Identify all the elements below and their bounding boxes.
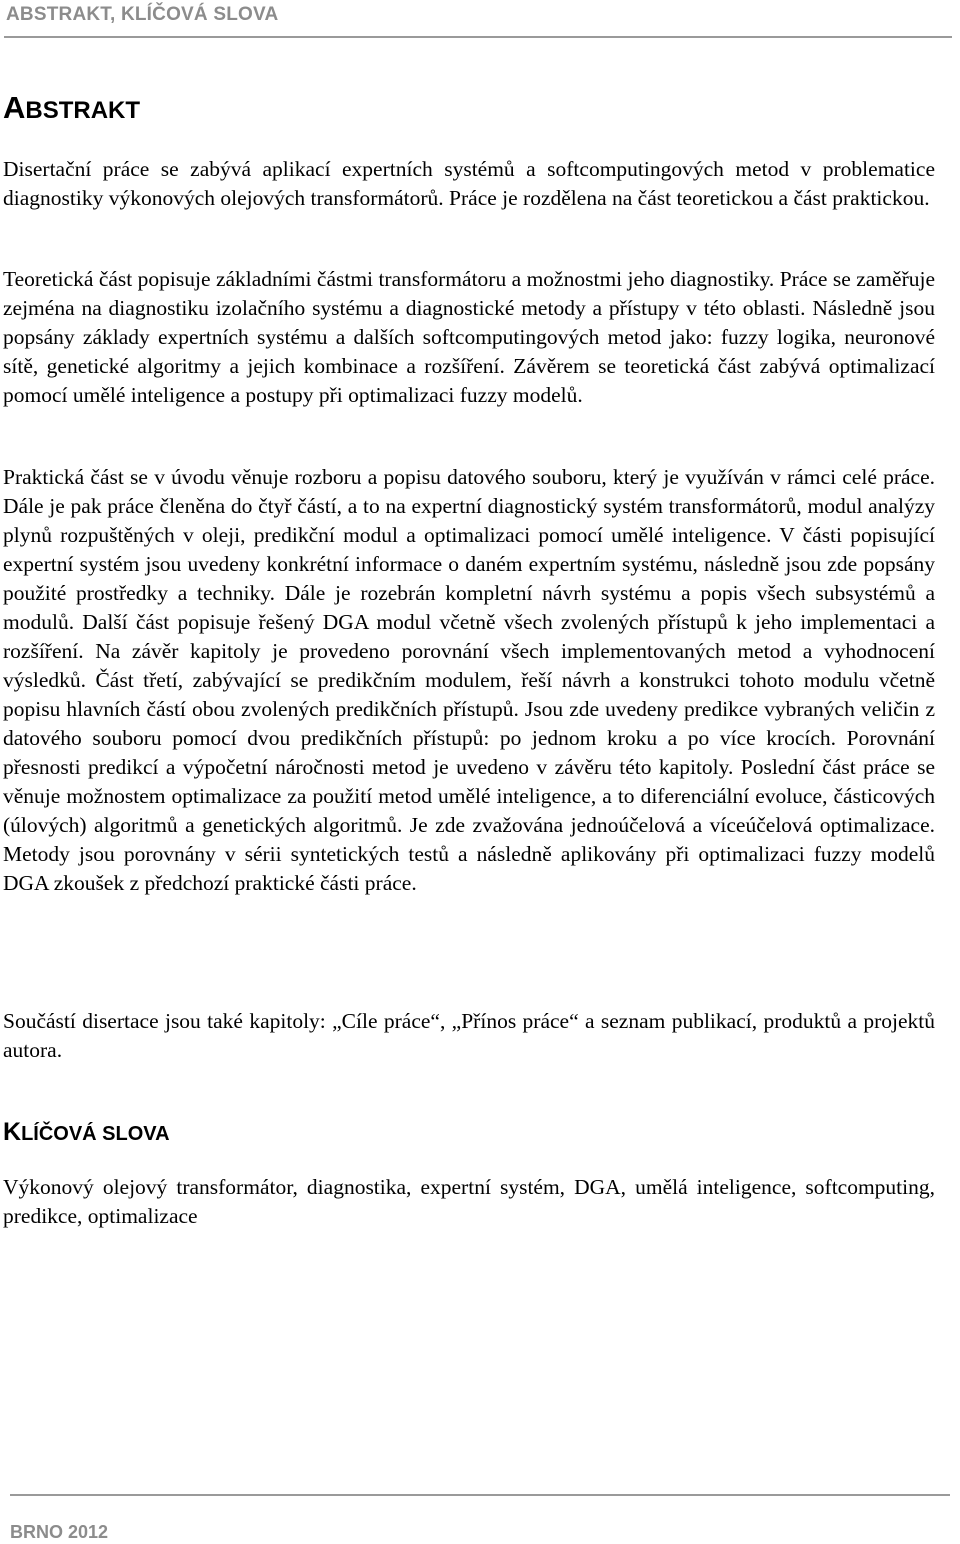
keywords-text: Výkonový olejový transformátor, diagnostika, expertní systém, DGA, umělá inteligence, softcomputing, predikce, optimalizace <box>3 1175 935 1228</box>
abstract-heading-initial: A <box>3 90 26 125</box>
keywords-heading-initial: K <box>3 1118 22 1146</box>
keywords-heading <box>3 1118 170 1147</box>
header-rule <box>4 36 952 38</box>
abstract-paragraph: Teoretická část popisuje základními částmi transformátoru a možnostmi jeho diagnostiky. Práce se zaměřuje zejména na diagnostiku izolačního systému a diagnostické metody a přístupy v této oblasti. Následně jsou popsány základy expertních systému a dalších softcomputingových metod jako: fuzzy logika, neuronové sítě, genetické algoritmy a jejich kombinace a rozšíření. Závěrem se teoretická část zabývá optimalizací pomocí umělé inteligence a postupy při optimalizaci fuzzy modelů. <box>3 267 935 407</box>
running-header: ABSTRAKT, KLÍČOVÁ SLOVA <box>6 4 279 25</box>
keywords-heading-rest: LÍČOVÁ SLOVA <box>21 1123 170 1145</box>
abstract-heading-rest: BSTRAKT <box>25 97 141 124</box>
abstract-heading <box>3 90 140 126</box>
abstract-paragraph: Součástí disertace jsou také kapitoly: „Cíle práce“, „Přínos práce“ a seznam publikací, produktů a projektů autora. <box>3 1009 935 1062</box>
abstract-paragraph: Disertační práce se zabývá aplikací expertních systémů a softcomputingových metod v problematice diagnostiky výkonových olejových transformátorů. Práce je rozdělena na část teoretickou a část praktickou. <box>3 157 935 210</box>
footer-text: BRNO 2012 <box>10 1522 109 1542</box>
abstract-paragraph: Praktická část se v úvodu věnuje rozboru a popisu datového souboru, který je využíván v rámci celé práce. Dále je pak práce členěna do čtyř částí, a to na expertní diagnostický systém transformátorů, modul analýzy plynů rozpuštěných v oleji, predikční modul a optimalizaci pomocí umělé inteligence. V části popisující expertní systém jsou uvedeny konkrétní informace o daném expertním systému, následně jsou zde popsány použité prostředky a techniky. Dále je rozebrán kompletní návrh systému a popis všech subsystémů a modulů. Další část popisuje řešený DGA modul včetně všech zvolených přístupů k jeho implementaci a rozšíření. Na závěr kapitoly je provedeno porovnání všech implementovaných metod a vyhodnocení výsledků. Část třetí, zabývající se predikčním modulem, řeší návrh a konstrukci tohoto modulu včetně popisu hlavních částí obou zvolených predikčních přístupů. Jsou zde uvedeny predikce vybraných veličin z datového souboru pomocí dvou predikčních přístupů: po jednom kroku a po více krocích. Porovnání přesnosti predikcí a výpočetní náročnosti metod je uvedeno v závěru této kapitoly. Poslední část práce se věnuje možnostem optimalizace za použití metod umělé inteligence, a to diferenciální evoluce, částicových (úlových) algoritmů a genetických algoritmů. Je zde zvažována jednoúčelová a víceúčelová optimalizace. Metody jsou porovnány v sérii syntetických testů a následně aplikovány při optimalizaci fuzzy modelů DGA zkoušek z předchozí praktické části práce. <box>3 465 935 895</box>
footer-rule <box>10 1494 950 1496</box>
